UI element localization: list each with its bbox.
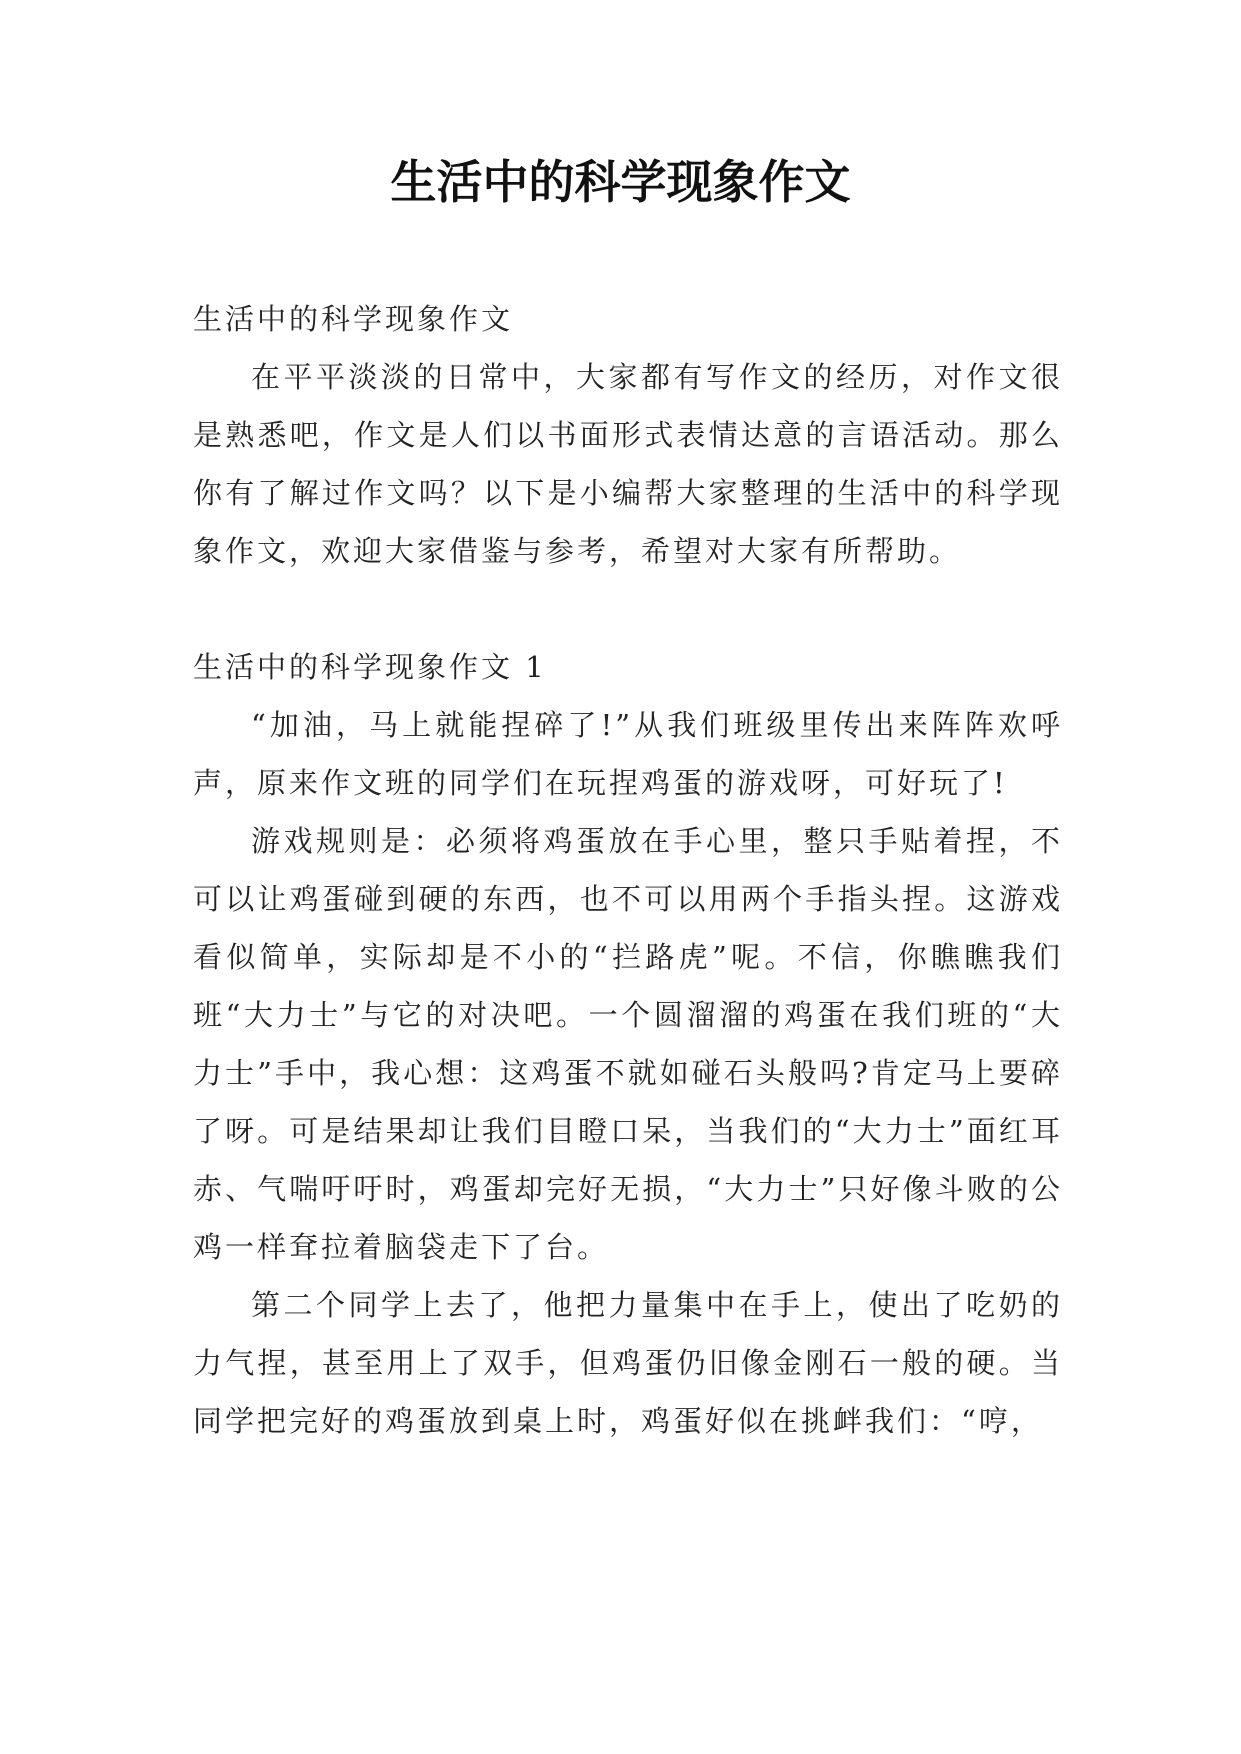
section-spacer (193, 580, 1063, 638)
body-paragraph: “加油，马上就能捏碎了!”从我们班级里传出来阵阵欢呼声，原来作文班的同学们在玩捏鸡蛋的游戏呀，可好玩了! (193, 708, 1063, 800)
section-heading: 生活中的科学现象作文 1 (193, 650, 547, 684)
document-body (193, 290, 1063, 1450)
intro-heading: 生活中的科学现象作文 (193, 302, 514, 336)
body-paragraph: 第二个同学上去了，他把力量集中在手上，使出了吃奶的力气捏，甚至用上了双手，但鸡蛋仍旧像金刚石一般的硬。当同学把完好的鸡蛋放到桌上时，鸡蛋好似在挑衅我们：“哼， (193, 1288, 1063, 1438)
document-title: 生活中的科学现象作文 (390, 155, 851, 209)
intro-paragraph: 在平平淡淡的日常中，大家都有写作文的经历，对作文很是熟悉吧，作文是人们以书面形式表情达意的言语活动。那么你有了解过作文吗？以下是小编帮大家整理的生活中的科学现象作文，欢迎大家借鉴与参考，希望对大家有所帮助。 (193, 360, 1063, 568)
body-paragraph: 游戏规则是：必须将鸡蛋放在手心里，整只手贴着捏，不可以让鸡蛋碰到硬的东西，也不可以用两个手指头捏。这游戏看似简单，实际却是不小的“拦路虎”呢。不信，你瞧瞧我们班“大力士”与它的对决吧。一个圆溜溜的鸡蛋在我们班的“大力士”手中，我心想：这鸡蛋不就如碰石头般吗?肯定马上要碎了呀。可是结果却让我们目瞪口呆，当我们的“大力士”面红耳赤、气喘吁吁时，鸡蛋却完好无损，“大力士”只好像斗败的公鸡一样耷拉着脑袋走下了台。 (193, 824, 1063, 1264)
